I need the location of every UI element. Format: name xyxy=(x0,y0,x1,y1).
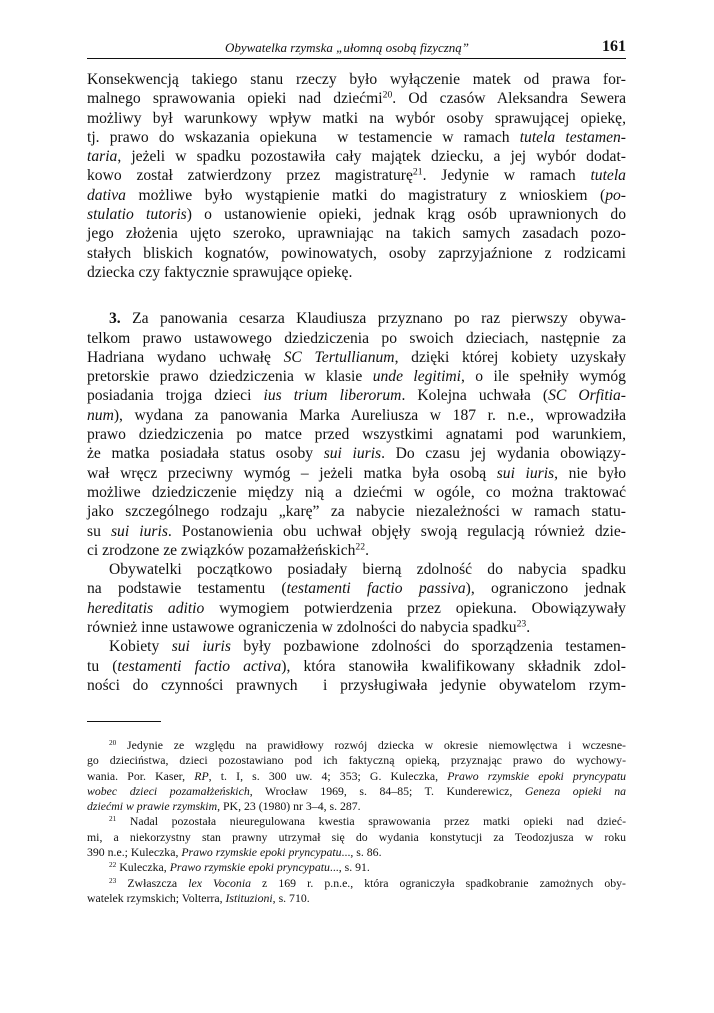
text-line xyxy=(87,845,626,860)
text-run: Konsekwencją takiego stanu rzeczy było wyłączenie matek od prawa for- xyxy=(87,71,626,88)
footnote-separator xyxy=(87,721,161,722)
text-run: posiadania trojga dzieci xyxy=(87,387,264,405)
text-run: , Wrocław 1969, s. 84–85; T. Kunderewicz, xyxy=(249,783,525,798)
text-line xyxy=(87,109,626,128)
text-line xyxy=(87,541,626,560)
text-line xyxy=(87,876,626,891)
footnote-reference: 23 xyxy=(109,875,117,885)
paragraph xyxy=(87,309,626,560)
italic-text: ius trium liberorum xyxy=(263,387,402,405)
italic-text: hereditatis aditio xyxy=(87,599,205,617)
italic-text: sui iuris xyxy=(171,638,231,656)
text-line xyxy=(87,676,626,695)
text-line xyxy=(87,444,626,463)
text-run: ), która stanowiła kwalifikowany składnik zdol- xyxy=(281,657,626,675)
text-run: go dzieciństwa, dzieci pozostawiano pod ich faktyczną opieką, przyznając prawo do wychowy- xyxy=(87,753,626,768)
text-line xyxy=(87,128,626,147)
italic-text: sui iuris xyxy=(110,522,168,540)
text-line xyxy=(87,406,626,425)
italic-text: Prawo rzymskie epoki pryncypatu xyxy=(169,860,330,875)
text-run: wymogiem potwierdzenia przez opiekuna. Obowiązywały xyxy=(204,599,626,617)
text-line xyxy=(87,784,626,799)
footnote-reference: 21 xyxy=(109,814,117,824)
text-line xyxy=(87,560,626,579)
italic-text: Geneza opieki na xyxy=(524,783,626,798)
footnote xyxy=(87,814,626,860)
text-run: jego złożenia ujęto szeroko, uprawniając na takich samych zasadach pozo- xyxy=(87,225,626,243)
text-run: jako szczególnego rodzaju „karę” za nabycie niezależności w ramach statu- xyxy=(87,503,626,521)
text-run: stałych bliskich kognatów, powinowatych, osoby zaprzyjaźnione z rodzicami xyxy=(87,244,626,262)
text-run: . Kolejna uchwała ( xyxy=(401,387,549,405)
text-line xyxy=(87,186,626,205)
text-run: , s. 710. xyxy=(272,890,310,905)
text-line xyxy=(87,637,626,656)
text-line xyxy=(87,483,626,502)
text-line xyxy=(87,860,626,875)
section-number: 3. xyxy=(109,310,121,328)
text-line xyxy=(87,799,626,814)
text-line xyxy=(87,147,626,166)
text-run: dziecka czy faktycznie sprawujące opiekę. xyxy=(87,263,353,281)
text-run: telkom prawo ustawowego dziedziczenia po swoich dzieciach, następnie za xyxy=(87,329,626,347)
text-run: , o ile spełniły wymóg xyxy=(461,368,626,386)
text-line xyxy=(87,464,626,483)
italic-text: dativa xyxy=(87,186,126,204)
italic-text: wobec dzieci pozamałżeńskich xyxy=(87,783,250,798)
text-run: tj. prawo do wskazania opiekuna w testamencie w ramach xyxy=(87,128,520,146)
text-run: pretorskie prawo dziedziczenia w klasie xyxy=(87,368,373,386)
text-run: ..., s. 86. xyxy=(341,845,382,860)
footnote-reference: 22 xyxy=(355,541,366,553)
text-run: , t. I, s. 300 uw. 4; 353; G. Kuleczka, xyxy=(208,768,448,783)
italic-text: tutela xyxy=(590,167,626,185)
footnote-reference: 20 xyxy=(382,89,393,101)
text-run: Zwłaszcza xyxy=(116,875,189,890)
text-run: Jedynie ze względu na prawidłowy rozwój dziecka w okresie niemowlęctwa i wczesne- xyxy=(116,738,626,752)
text-line xyxy=(87,769,626,784)
text-line xyxy=(87,891,626,906)
text-line xyxy=(87,89,626,108)
text-line xyxy=(87,738,626,753)
text-run: , jeżeli w spadku pozostawiła cały majątek dziecku, a jej wybór dodat- xyxy=(117,148,626,166)
footnote-reference: 22 xyxy=(109,860,117,870)
text-run: Obywatelki początkowo posiadały bierną zdolność do nabycia spadku xyxy=(109,561,626,579)
text-run: ..., s. 91. xyxy=(329,860,370,875)
text-run: na podstawie testamentu ( xyxy=(87,580,287,598)
paragraph xyxy=(87,560,626,637)
text-run: Za panowania cesarza Klaudiusza przyznano po raz pierwszy obywa- xyxy=(120,310,626,328)
text-run: . Od czasów Aleksandra Sewera xyxy=(392,90,627,108)
text-run: . Postanowienia obu uchwał objęły swoją regulacją również dzie- xyxy=(167,522,626,540)
text-run: . Jedynie w ramach xyxy=(422,167,591,185)
text-run: , nie było xyxy=(554,464,626,482)
paragraph xyxy=(87,637,626,695)
running-title: Obywatelka rzymska „ułomną osobą fizyczną” xyxy=(224,40,470,55)
text-run: ci zrodzone ze związków pozamałżeńskich xyxy=(87,541,356,559)
text-run: Nadal pozostała nieuregulowana kwestia sprawowania przez matki opieki nad dzieć- xyxy=(116,814,626,829)
italic-text: po- xyxy=(605,186,626,204)
text-run: . Do czasu jej wydania obowiązy- xyxy=(381,445,626,463)
italic-text: taria xyxy=(87,148,118,166)
text-run: . xyxy=(526,619,531,637)
body-text xyxy=(87,70,626,695)
text-run: możliwy był warunkowy wpływ matki na wybór osoby sprawującej opiekę, xyxy=(87,109,626,127)
footnotes xyxy=(87,738,626,906)
text-run: Hadriana wydano uchwałę xyxy=(87,348,284,366)
italic-text: lex Voconia xyxy=(188,875,251,890)
text-run: tu ( xyxy=(87,657,118,675)
text-run: Kobiety xyxy=(109,638,172,656)
text-line xyxy=(87,618,626,637)
text-run: Kuleczka, xyxy=(116,860,170,875)
text-line xyxy=(87,367,626,386)
text-run: , dzięki której kobiety uzyskały xyxy=(394,348,627,366)
text-line xyxy=(87,657,626,676)
italic-text: testamenti factio passiva xyxy=(286,580,466,598)
italic-text: tutela testamen- xyxy=(519,128,626,146)
italic-text: sui iuris xyxy=(323,445,382,463)
text-line xyxy=(87,309,626,328)
italic-text: unde legitimi xyxy=(372,368,462,386)
footnote-reference: 20 xyxy=(109,737,117,747)
text-line xyxy=(87,386,626,405)
footnote xyxy=(87,876,626,907)
text-line xyxy=(87,753,626,768)
italic-text: RP xyxy=(194,768,209,783)
text-line xyxy=(87,224,626,243)
text-line xyxy=(87,599,626,618)
text-run: ności do czynności prawnych i przysługiwała jedynie obywatelom rzym- xyxy=(87,676,626,694)
text-line xyxy=(87,522,626,541)
text-run: wania. Por. Kaser, xyxy=(87,768,195,783)
italic-text: testamenti factio activa xyxy=(117,657,282,675)
italic-text: SC Orfitia- xyxy=(548,387,626,405)
text-run: wał wręcz przeciwny wymóg – jeżeli matka była osobą xyxy=(87,464,497,482)
footnote xyxy=(87,860,626,875)
text-run: były pozbawione zdolności do sporządzenia testamen- xyxy=(230,638,626,656)
footnote xyxy=(87,738,626,814)
text-run: watelek rzymskich; Volterra, xyxy=(87,890,226,905)
paragraph xyxy=(87,70,626,282)
text-run: możliwe było wystąpienie matki do magistratury z wnioskiem ( xyxy=(125,186,606,204)
text-run: prawo dziedziczenia po matce przed wszystkimi agnatami pod warunkiem, xyxy=(87,426,626,444)
text-run: , PK, 23 (1980) nr 3–4, s. 287. xyxy=(217,799,361,814)
text-line xyxy=(87,244,626,263)
footnote-reference: 23 xyxy=(516,618,527,630)
text-line xyxy=(87,425,626,444)
text-run: również inne ustawowe ograniczenia w zdolności do nabycia spadku xyxy=(87,619,517,637)
text-run: z 169 r. p.n.e., która ograniczyła spadkobranie zamożnych oby- xyxy=(251,875,626,890)
text-line xyxy=(87,348,626,367)
italic-text: sui iuris xyxy=(496,464,555,482)
text-run: su xyxy=(87,522,111,540)
text-line xyxy=(87,502,626,521)
text-line xyxy=(87,263,626,282)
text-line xyxy=(87,70,626,89)
italic-text: Istituzioni xyxy=(225,890,273,905)
text-run: . xyxy=(365,541,369,559)
footnote-reference: 21 xyxy=(412,167,423,179)
text-run: że matka posiadała status osoby xyxy=(87,445,324,463)
text-run: malnego sprawowania opieki nad dziećmi xyxy=(87,90,383,108)
running-header xyxy=(87,38,626,59)
text-run: ) o ustanowienie opieki, jednak krąg osób uprawnionych do xyxy=(186,206,626,224)
text-run: 390 n.e.; Kuleczka, xyxy=(87,845,182,860)
italic-text: num xyxy=(87,406,114,424)
page-number: 161 xyxy=(602,38,626,55)
text-run: mi, a niekorzystny stan prawny utrzymał się do wydania konstytucji za Teodozjusza w roku xyxy=(87,829,626,844)
text-line xyxy=(87,329,626,348)
italic-text: Prawo rzymskie epoki pryncypatu xyxy=(447,768,626,783)
text-line xyxy=(87,830,626,845)
italic-text: dziećmi w prawie rzymskim xyxy=(87,799,218,814)
text-line xyxy=(87,205,626,224)
text-run: możliwe dziedziczenie między nią a dziećmi w ogóle, co można traktować xyxy=(87,483,626,501)
text-line xyxy=(87,166,626,185)
italic-text: Prawo rzymskie epoki pryncypatu xyxy=(181,845,342,860)
text-line xyxy=(87,579,626,598)
italic-text: SC Tertullianum xyxy=(283,348,395,366)
text-run: ), ograniczono jednak xyxy=(465,580,627,598)
italic-text: stulatio tutoris xyxy=(87,206,187,224)
text-run: kowo został zatwierdzony przez magistraturę xyxy=(87,167,413,185)
text-run: ), wydana za panowania Marka Aureliusza w 187 r. n.e., wprowadziła xyxy=(113,406,626,424)
text-line xyxy=(87,814,626,829)
